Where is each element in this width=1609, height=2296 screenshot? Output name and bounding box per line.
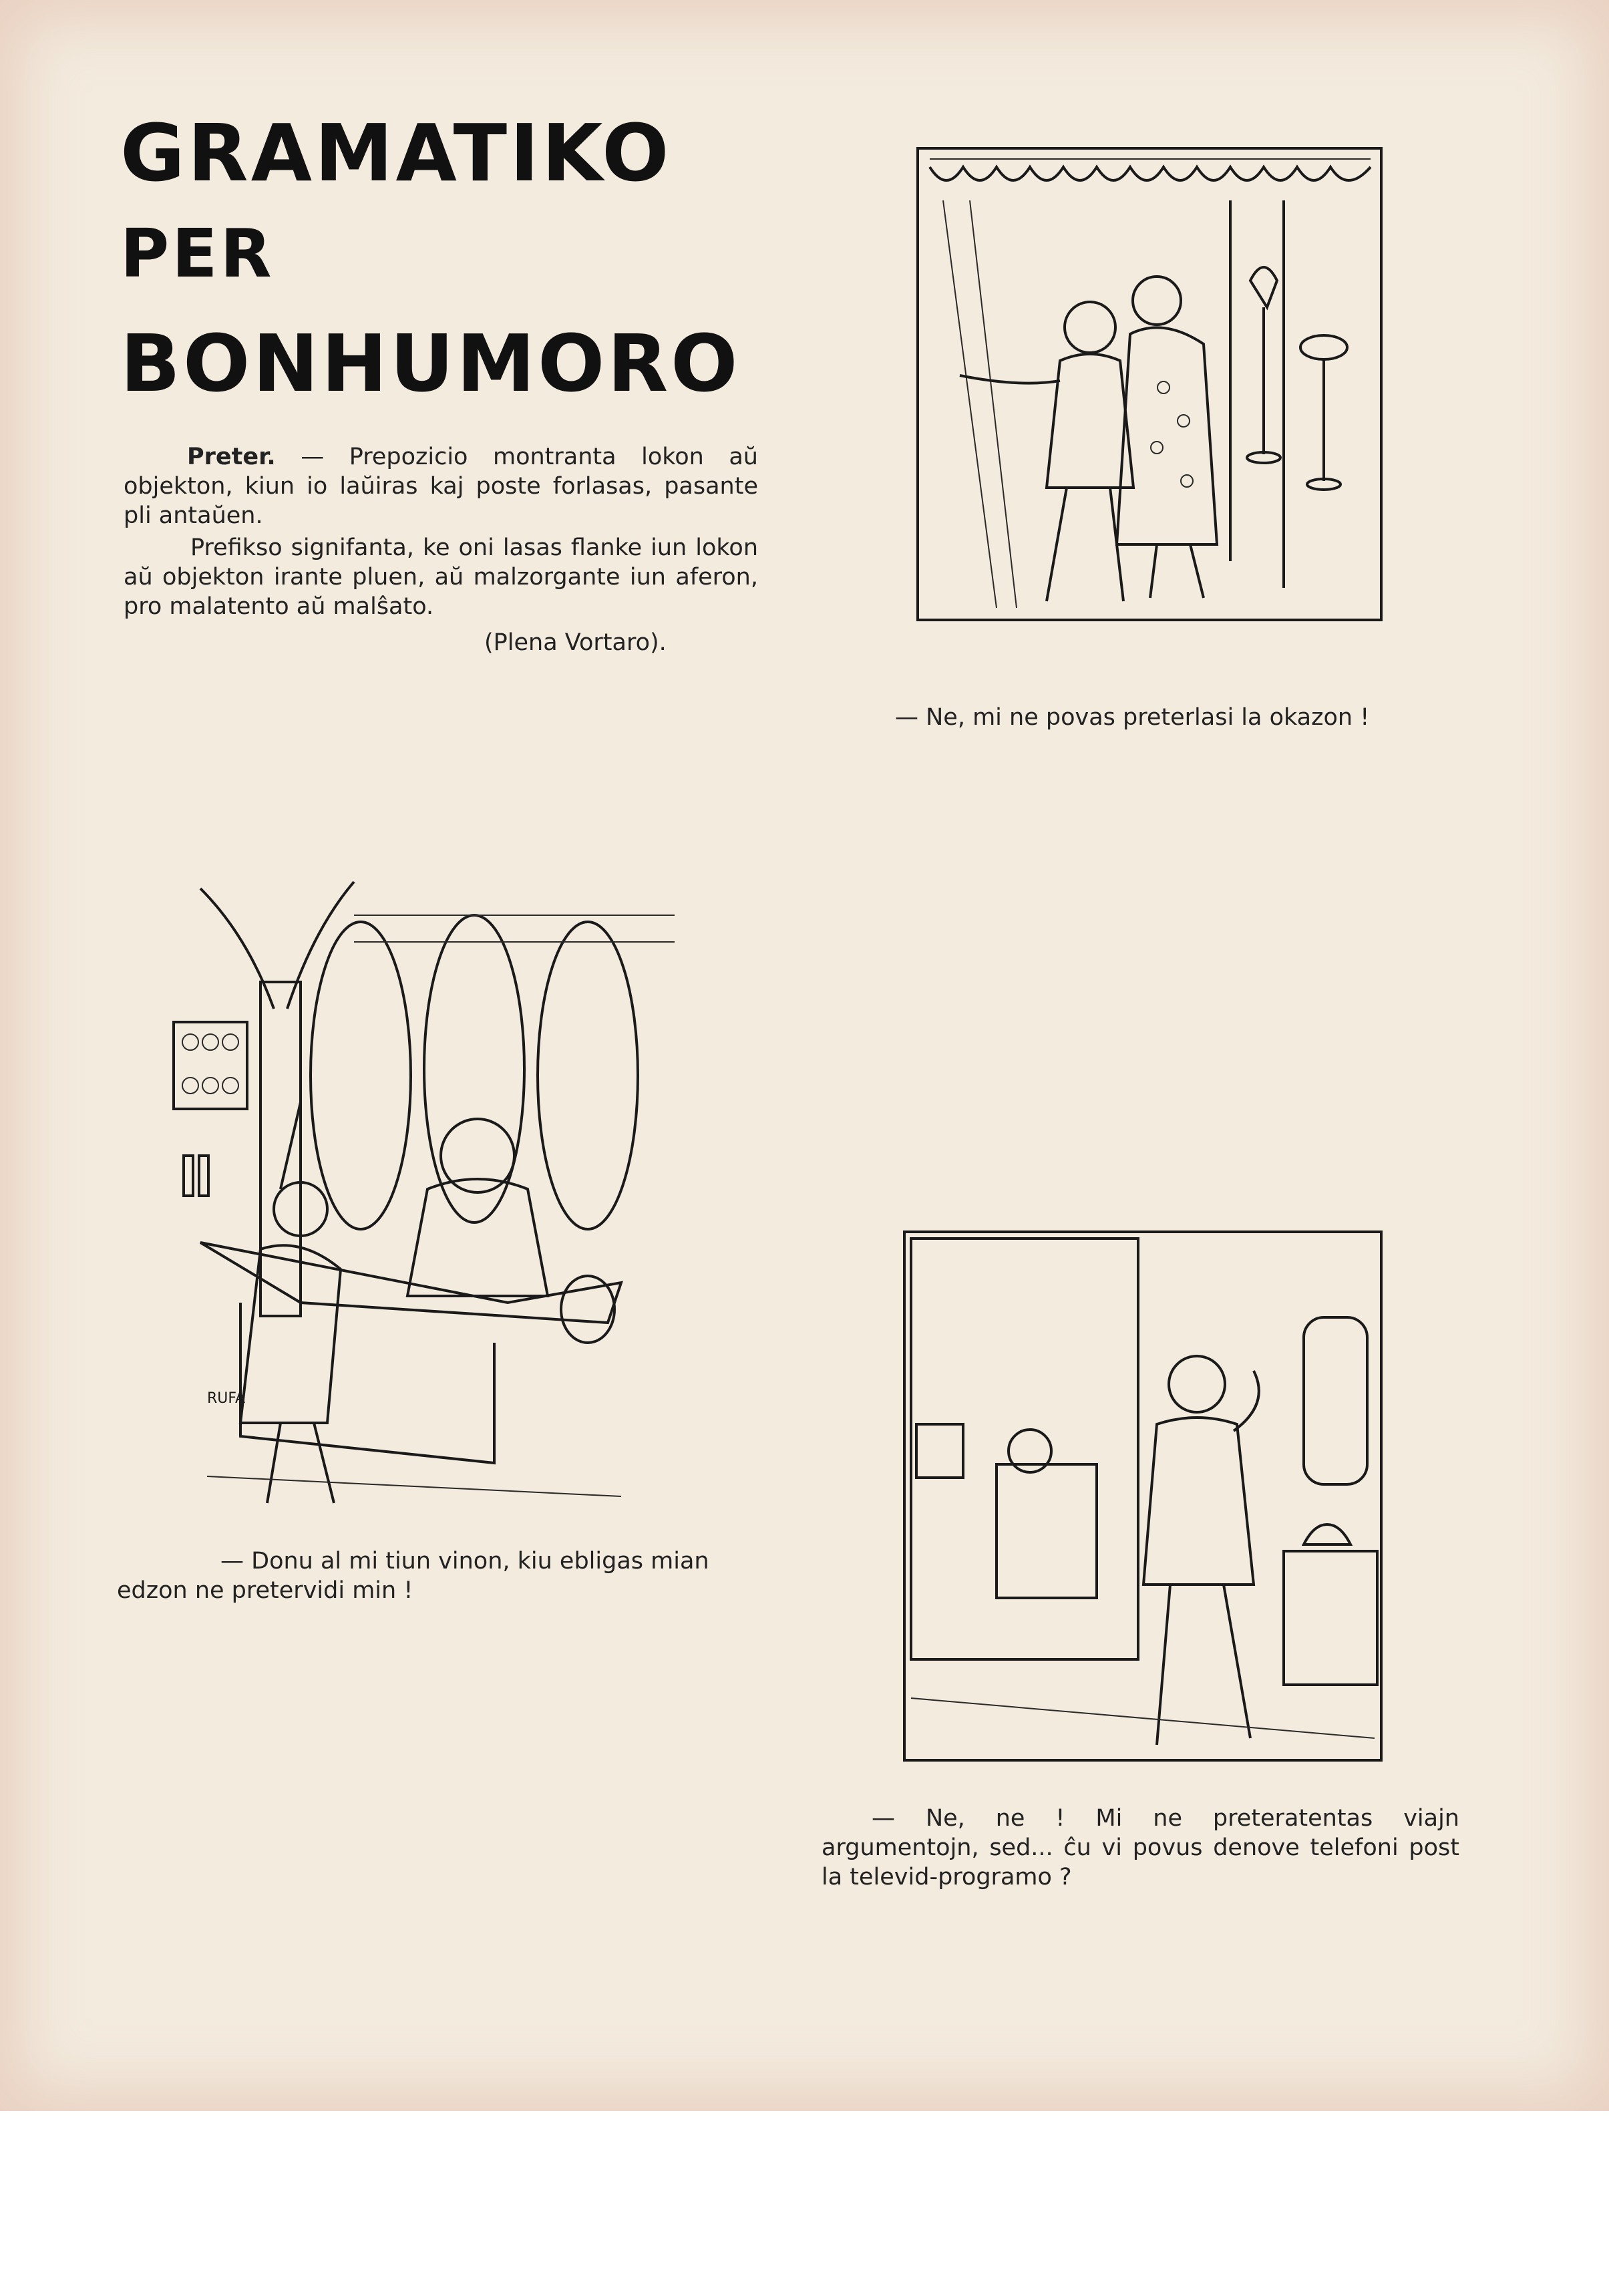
definition-term: Preter. [187,444,276,470]
cartoon-2-caption: — Donu al mi tiun vinon, kiu ebligas mian edzon ne pretervidi min ! [117,1548,709,1604]
title-line-3: BONHUMORO [120,317,741,409]
definition-source: (Plena Vortaro). [484,629,667,656]
definition-sense-1: — Prepozicio montranta lokon aŭ objekton, kiun io laŭiras kaj poste forlasas, pasante pli antaŭen. [124,444,758,529]
definition-sense-2: Prefikso signifanta, ke oni lasas flanke iun lokon aŭ objekton irante pluen, aŭ malzorgante iun aferon, pro malatento aŭ malŝato. [124,534,758,620]
title-line-2: PER [120,214,275,293]
title-line-1: GRAMATIKO [120,107,672,199]
cartoon-shop-window [916,147,1383,621]
cartoon-3-caption: — Ne, ne ! Mi ne preteratentas viajn argumentojn, sed... ĉu vi povus denove telefoni post la televid-programo ? [822,1805,1459,1891]
cartoon-1-caption: — Ne, mi ne povas preterlasi la okazon ! [895,704,1370,731]
cartoon-wine-cellar [160,875,688,1510]
artist-signature: RUFA [207,1390,246,1407]
cartoon-telephone [903,1231,1383,1762]
definition-paragraph-1 [124,442,758,530]
